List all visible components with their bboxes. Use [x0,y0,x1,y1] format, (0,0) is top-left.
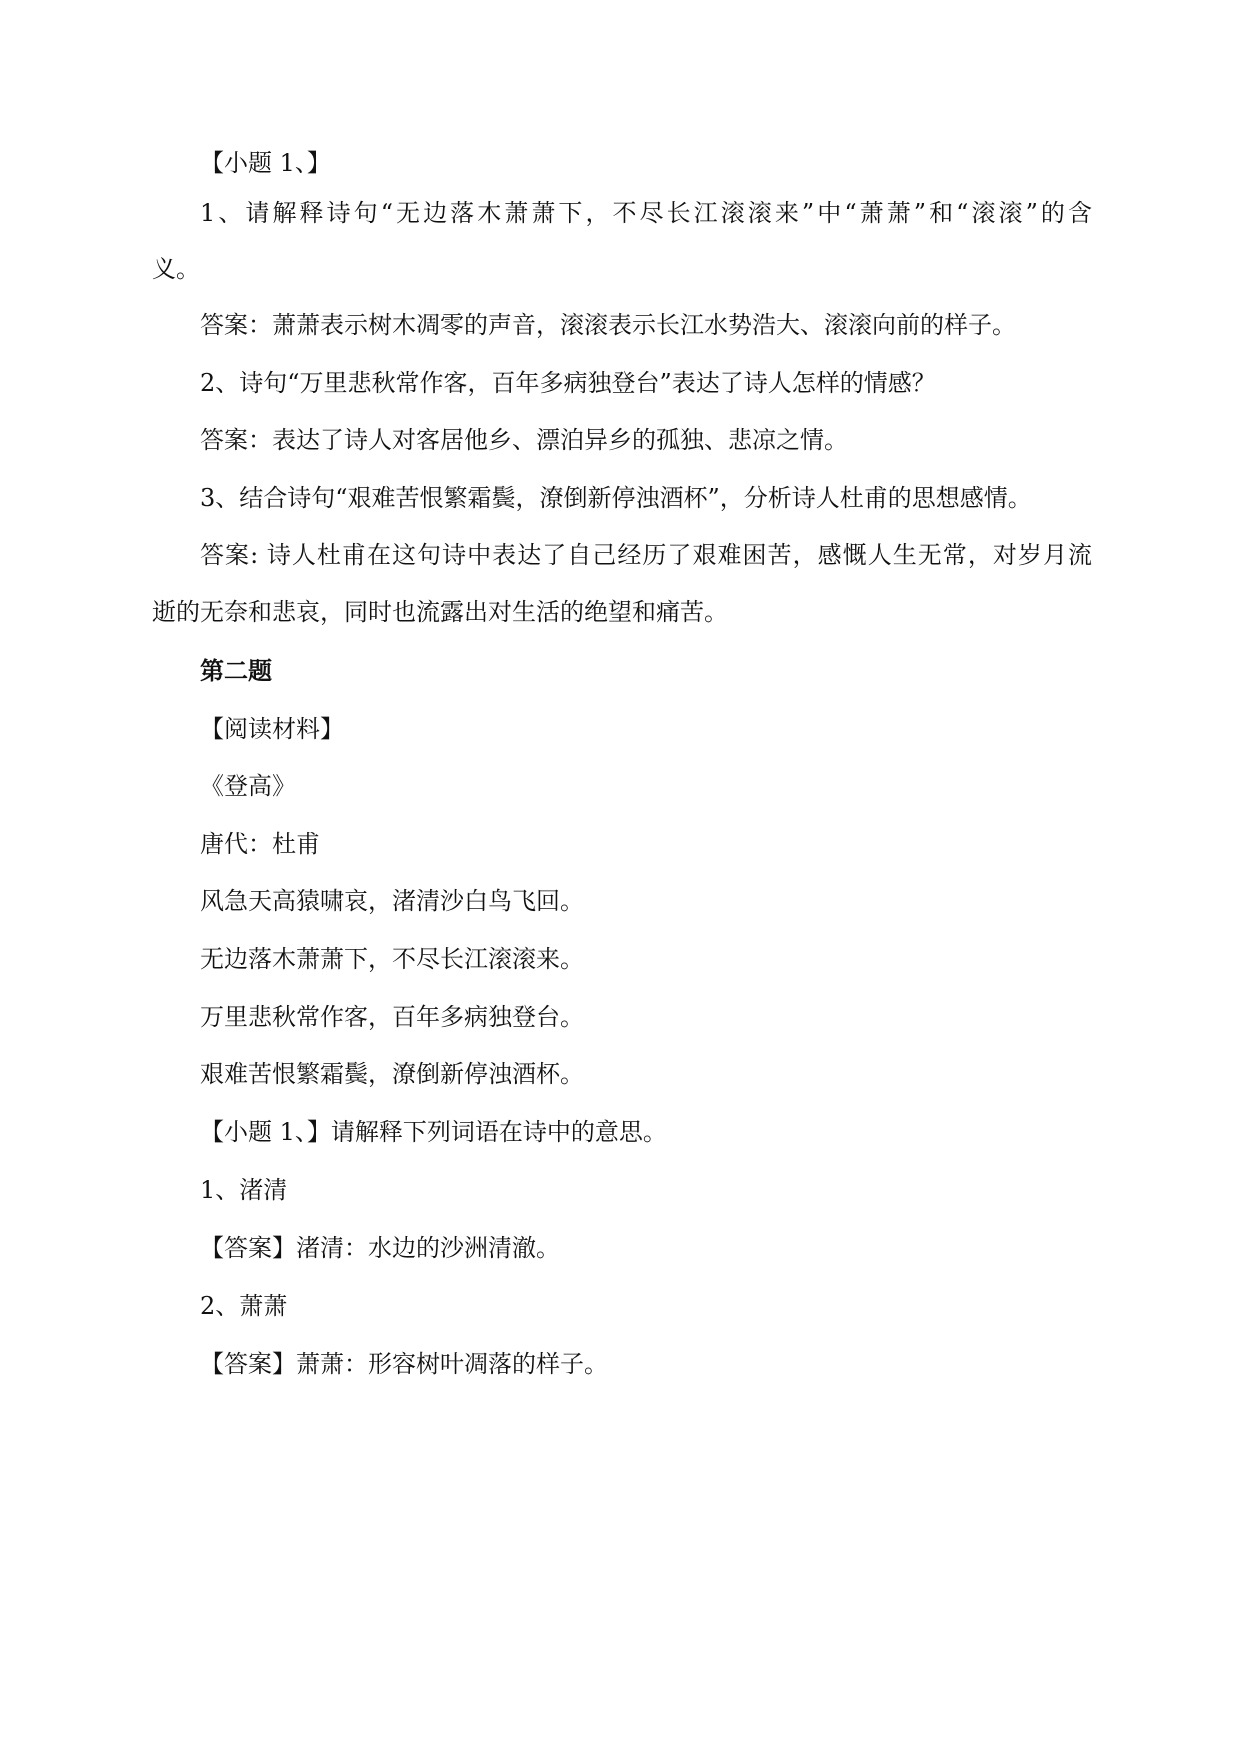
question-1-line-2: 义。 [152,255,200,283]
term-item: 1、渚清 [200,1176,288,1204]
poem-title: 《登高》 [200,772,296,800]
question-2: 2、诗句“万里悲秋常作客，百年多病独登台”表达了诗人怎样的情感？ [200,369,936,397]
section-heading: 第二题 [200,656,272,685]
poem-line: 无边落木萧萧下，不尽长江滚滚来。 [200,945,584,973]
term-answer: 【答案】萧萧：形容树叶凋落的样子。 [200,1350,608,1378]
answer-2: 答案：表达了诗人对客居他乡、漂泊异乡的孤独、悲凉之情。 [200,426,848,454]
material-label: 【阅读材料】 [200,715,344,743]
term-answer: 【答案】渚清：水边的沙洲清澈。 [200,1234,560,1262]
poem-author: 唐代：杜甫 [200,830,320,858]
answer-3-line-1: 答案: 诗人杜甫在这句诗中表达了自己经历了艰难困苦，感慨人生无常，对岁月流 [200,541,1092,569]
poem-line: 万里悲秋常作客，百年多病独登台。 [200,1003,584,1031]
question-1-line-1: 1、请解释诗句“无边落木萧萧下，不尽长江滚滚来”中“萧萧”和“滚滚”的含 [200,199,1092,227]
answer-1: 答案：萧萧表示树木凋零的声音，滚滚表示长江水势浩大、滚滚向前的样子。 [200,311,1016,339]
poem-line: 艰难苦恨繁霜鬓，潦倒新停浊酒杯。 [200,1060,584,1088]
subquestion-heading: 【小题 1、】 [200,149,331,177]
poem-line: 风急天高猿啸哀，渚清沙白鸟飞回。 [200,887,584,915]
term-item: 2、萧萧 [200,1292,288,1320]
question-3: 3、结合诗句“艰难苦恨繁霜鬓，潦倒新停浊酒杯”，分析诗人杜甫的思想感情。 [200,484,1032,512]
answer-3-line-2: 逝的无奈和悲哀，同时也流露出对生活的绝望和痛苦。 [152,598,728,626]
subquestion-intro: 【小题 1、】请解释下列词语在诗中的意思。 [200,1118,667,1146]
